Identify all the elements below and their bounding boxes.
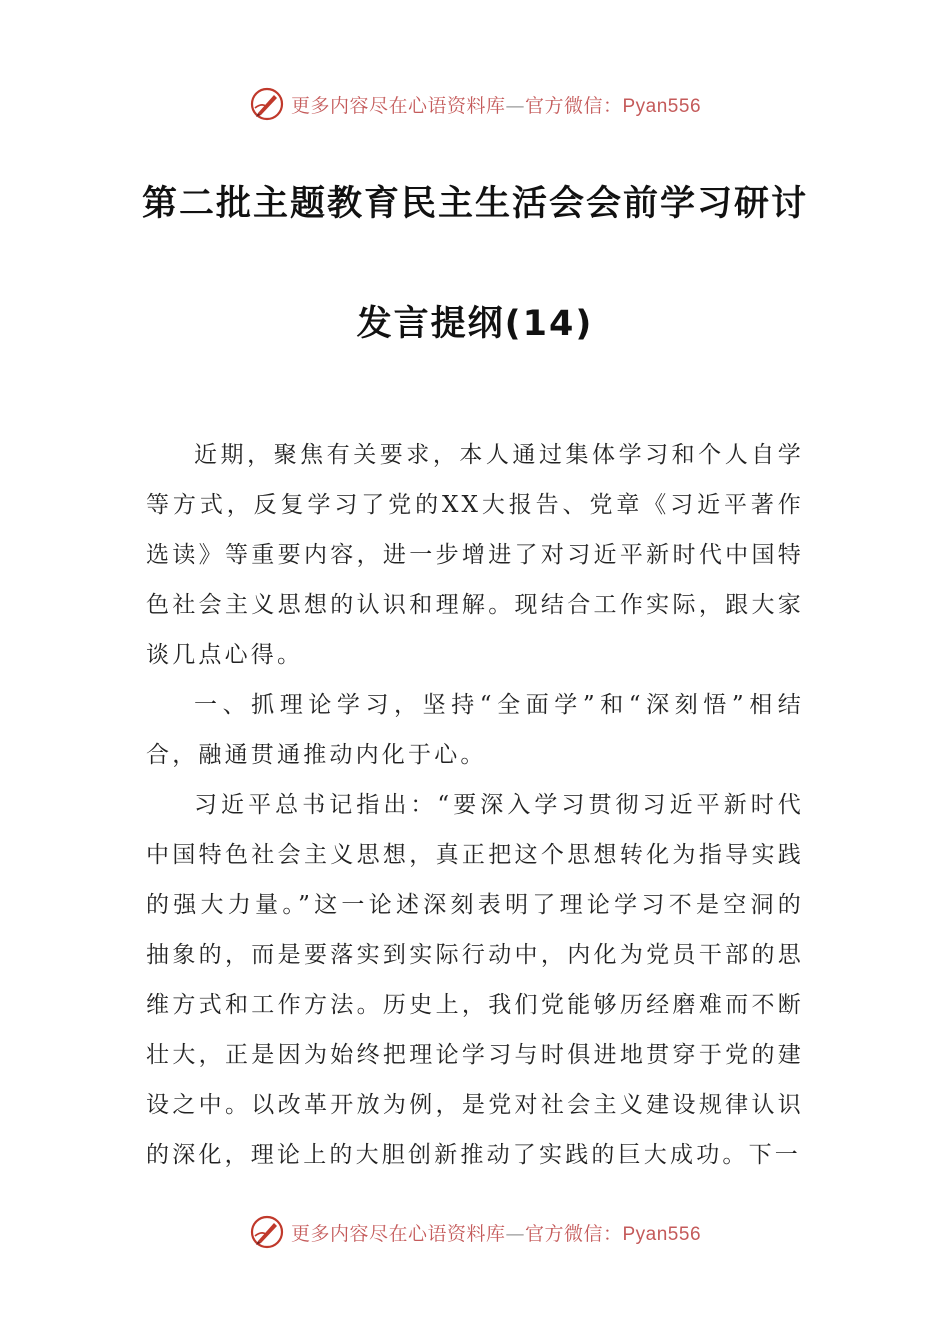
header-banner bbox=[0, 84, 950, 124]
paragraph-body: 习近平总书记指出：“要深入学习贯彻习近平新时代中国特色社会主义思想，真正把这个思想转化为指导实践的强大力量。”这一论述深刻表明了理论学习不是空洞的抽象的，而是要落实到实际行动中，内化为党员干部的思维方式和工作方法。历史上，我们党能够历经磨难而不断壮大，正是因为始终把理论学习与时俱进地贯穿于党的建设之中。以改革开放为例，是党对社会主义建设规律认识的深化，理论上的大胆创新推动了实践的巨大成功。下一 bbox=[146, 792, 804, 1168]
paragraph-intro: 近期，聚焦有关要求，本人通过集体学习和个人自学等方式，反复学习了党的XX大报告、党章《习近平著作选读》等重要内容，进一步增进了对习近平新时代中国特色社会主义思想的认识和理解。现结合工作实际，跟大家谈几点心得。 bbox=[146, 442, 804, 668]
banner-text: 更多内容尽在心语资料库—官方微信：Pyan556 bbox=[290, 94, 702, 117]
document-body bbox=[146, 430, 804, 1180]
footer-banner bbox=[0, 1212, 950, 1252]
document-title-line-2: 发言提纲(14) bbox=[356, 304, 594, 344]
banner-text: 更多内容尽在心语资料库—官方微信：Pyan556 bbox=[290, 1222, 702, 1245]
pen-logo-icon bbox=[249, 1214, 285, 1250]
paragraph-section-heading: 一、抓理论学习，坚持“全面学”和“深刻悟”相结合，融通贯通推动内化于心。 bbox=[146, 692, 804, 768]
pen-logo-icon bbox=[249, 86, 285, 122]
document-title-line-1: 第二批主题教育民主生活会会前学习研讨 bbox=[141, 184, 808, 224]
